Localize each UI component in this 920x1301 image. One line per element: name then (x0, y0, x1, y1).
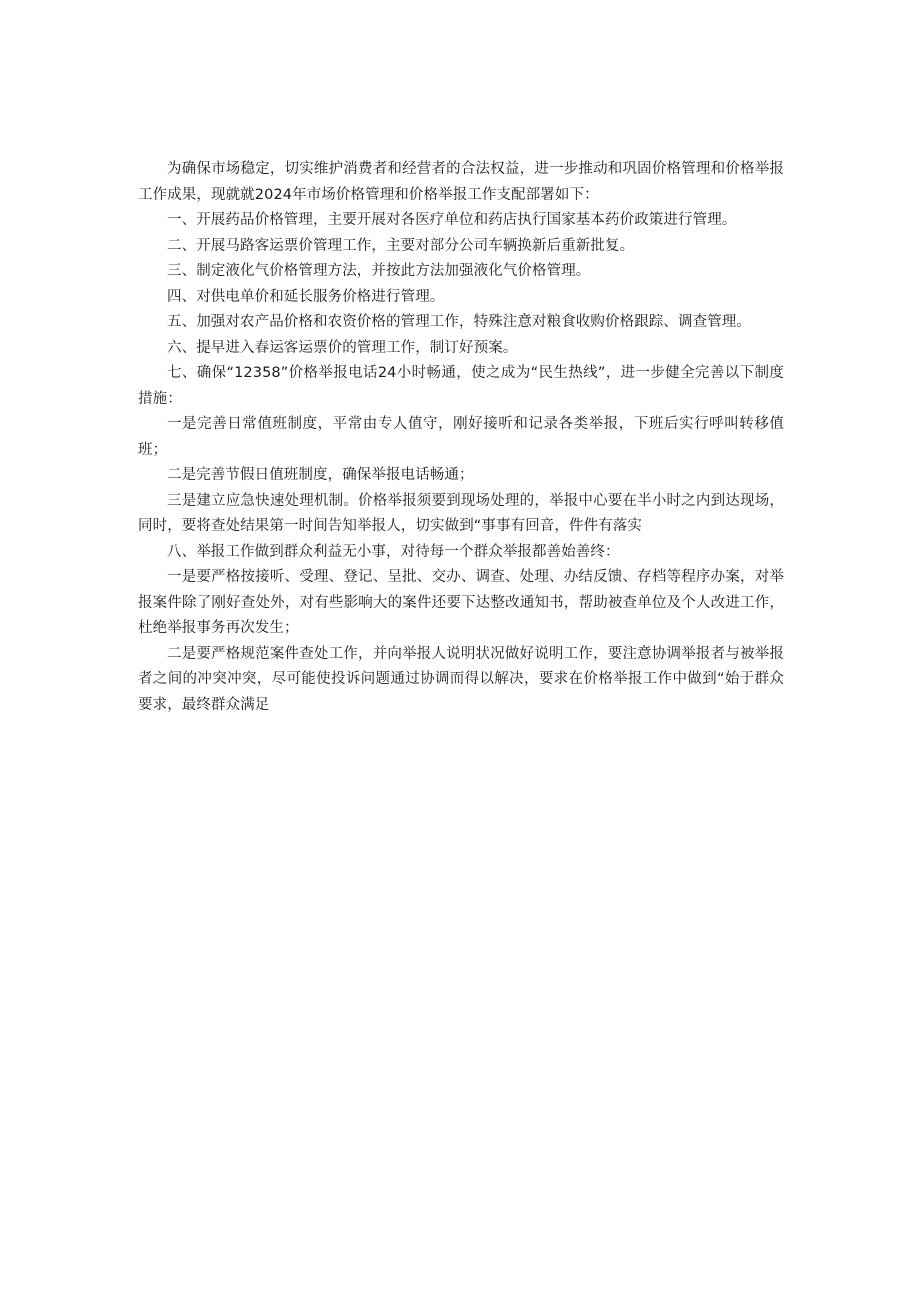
item-7-sub-2-paragraph: 二是完善节假日值班制度，确保举报电话畅通； (167, 467, 474, 483)
item-5-paragraph: 五、加强对农产品价格和农资价格的管理工作，特殊注意对粮食收购价格跟踪、调查管理。 (167, 314, 751, 330)
document-body (138, 157, 784, 718)
item-1-paragraph: 一、开展药品价格管理，主要开展对各医疗单位和药店执行国家基本药价政策进行管理。 (167, 212, 737, 228)
item-7-paragraph: 七、确保“12358”价格举报电话24小时畅通，使之成为“民生热线”，进一步健全完善以下制度措施： (138, 365, 784, 407)
item-4-paragraph: 四、对供电单价和延长服务价格进行管理。 (167, 288, 445, 305)
item-3-paragraph: 三、制定液化气价格管理方法，并按此方法加强液化气价格管理。 (167, 263, 591, 279)
intro-paragraph: 为确保市场稳定，切实维护消费者和经营者的合法权益，进一步推动和巩固价格管理和价格举报工作成果，现就就2024年市场价格管理和价格举报工作支配部署如下： (138, 161, 784, 203)
item-8-paragraph: 八、举报工作做到群众利益无小事，对待每一个群众举报都善始善终： (167, 543, 620, 560)
item-2-paragraph: 二、开展马路客运票价管理工作，主要对部分公司车辆换新后重新批复。 (167, 237, 635, 254)
item-8-sub-2-paragraph: 二是要严格规范案件查处工作，并向举报人说明状况做好说明工作，要注意协调举报者与被举报者之间的冲突冲突，尽可能使投诉问题通过协调而得以解决，要求在价格举报工作中做到“始于群众要求，最终群众满足 (138, 645, 784, 713)
item-6-paragraph: 六、提早进入春运客运票价的管理工作，制订好预案。 (167, 339, 518, 356)
item-7-sub-1-paragraph: 一是完善日常值班制度，平常由专人值守，刚好接听和记录各类举报，下班后实行呼叫转移值班； (138, 416, 784, 458)
item-7-sub-3-paragraph: 三是建立应急快速处理机制。价格举报须要到现场处理的，举报中心要在半小时之内到达现场，同时，要将查处结果第一时间告知举报人，切实做到“事事有回音，件件有落实 (138, 492, 784, 534)
item-8-sub-1-paragraph: 一是要严格按接听、受理、登记、呈批、交办、调查、处理、办结反馈、存档等程序办案，对举报案件除了刚好查处外，对有些影响大的案件还要下达整改通知书，帮助被查单位及个人改进工作，杜绝举报事务再次发生； (138, 569, 784, 636)
